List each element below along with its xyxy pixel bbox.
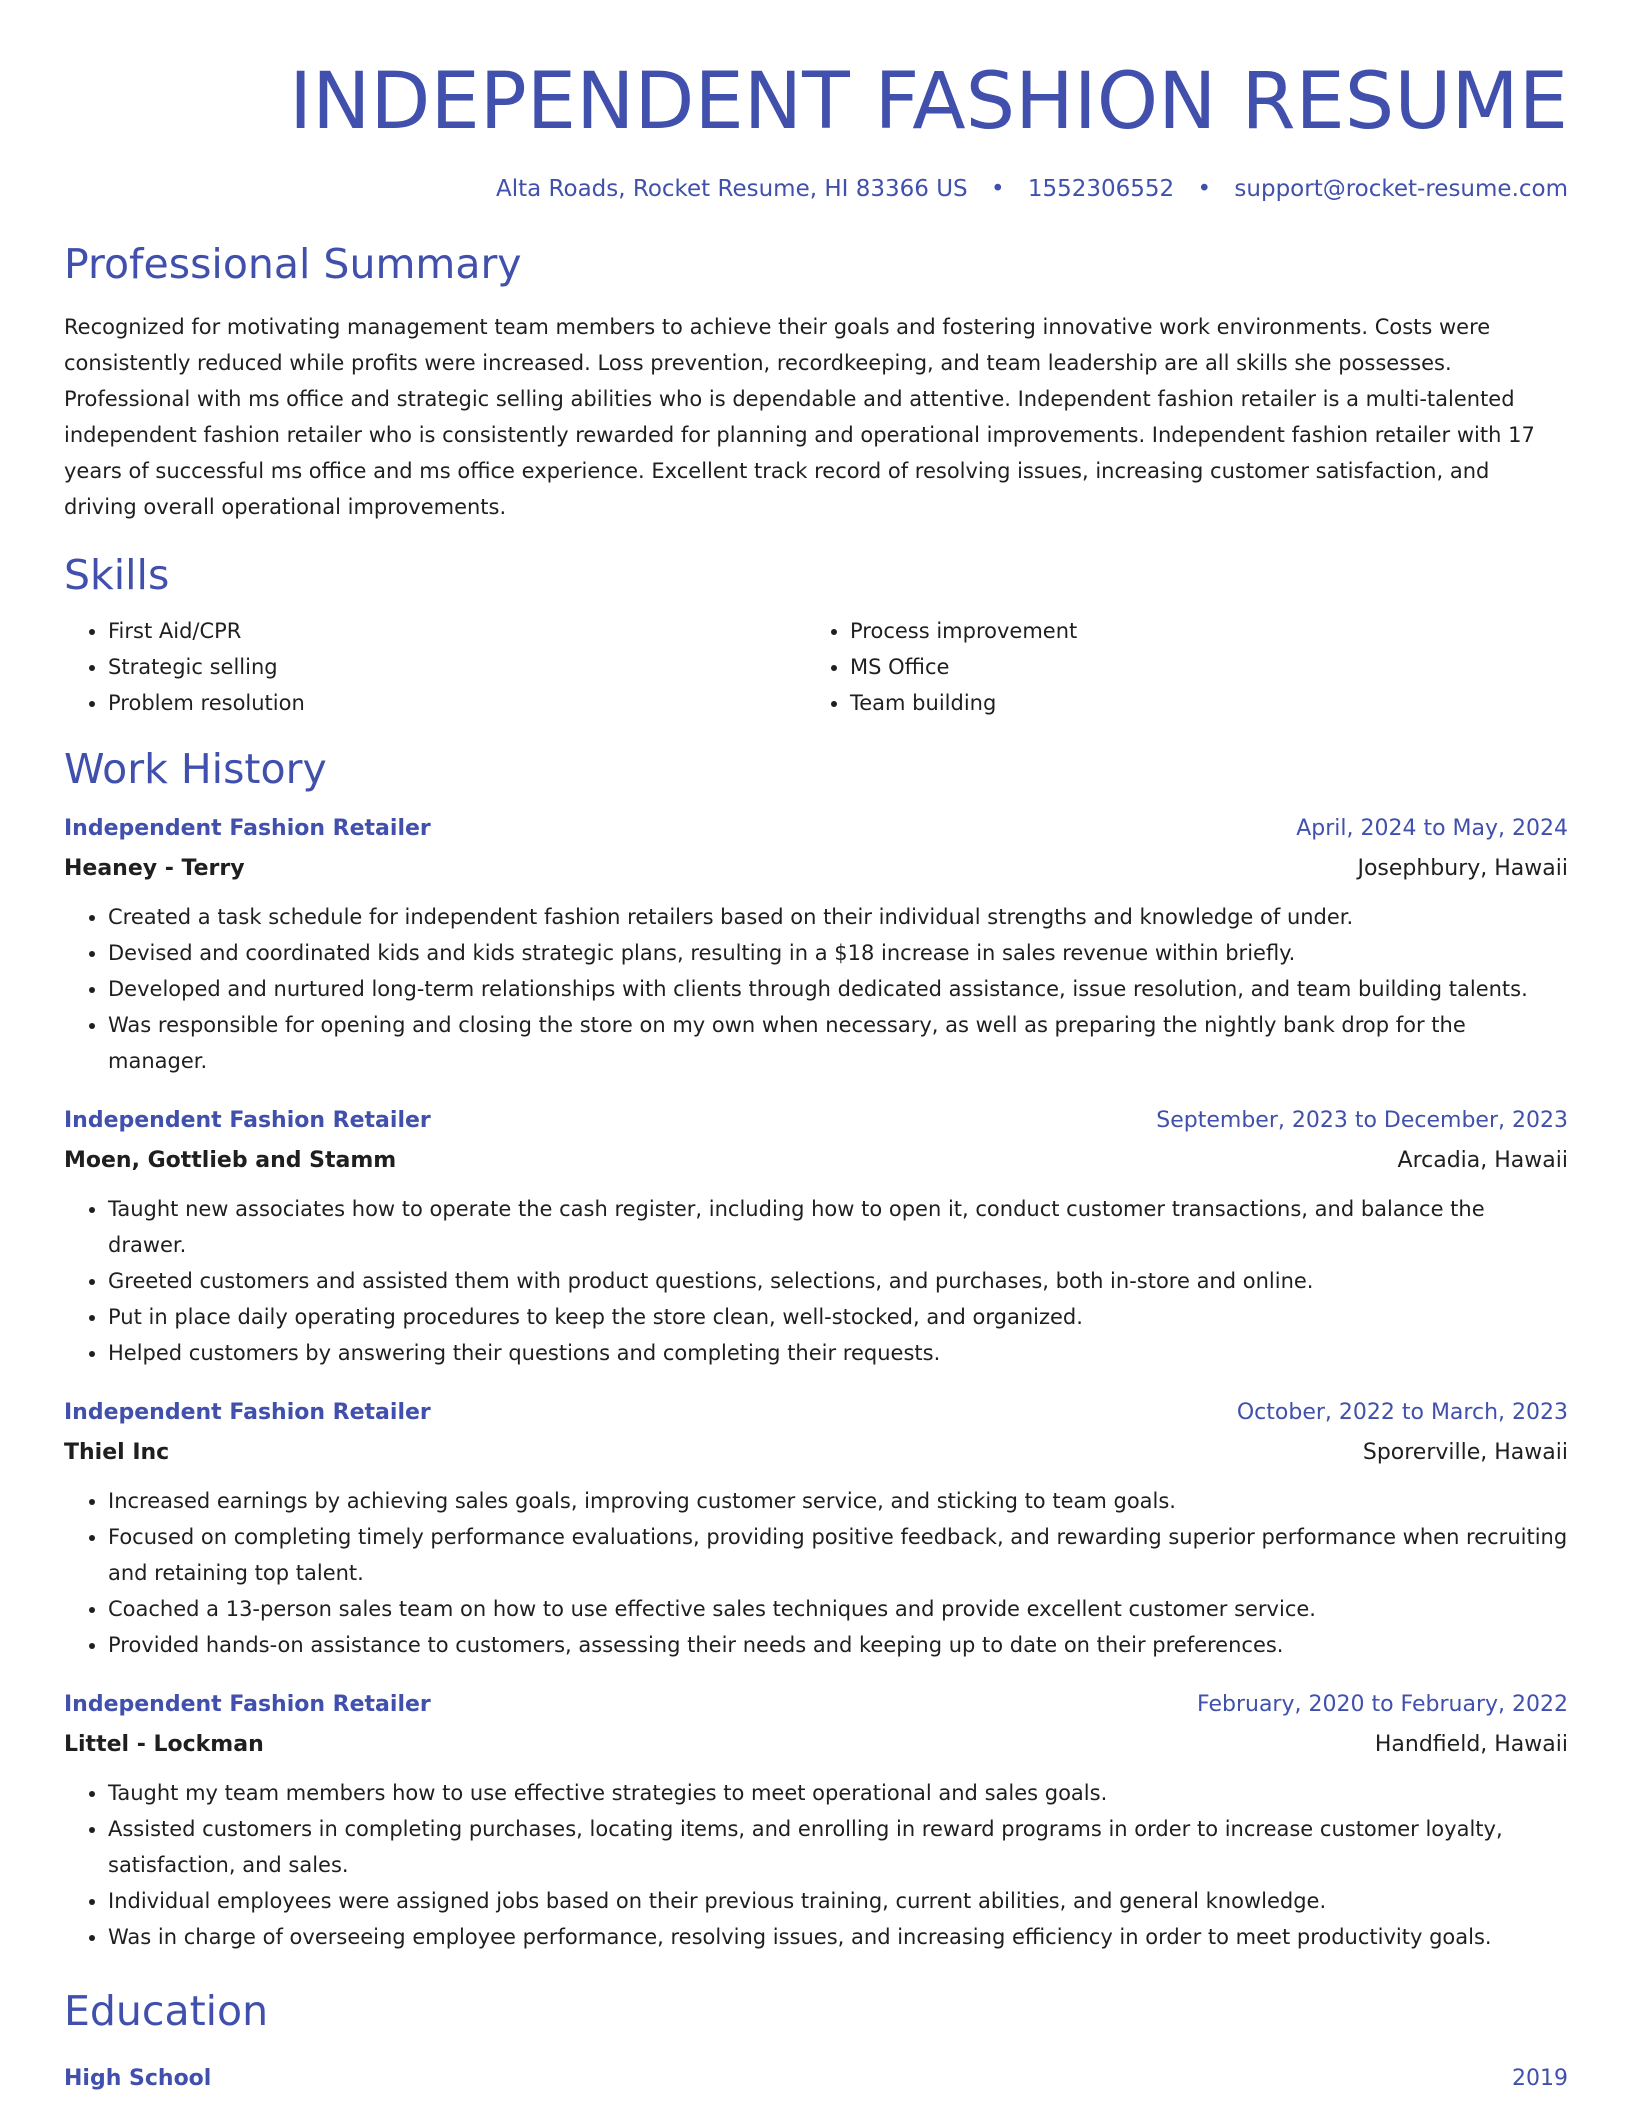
job-bullet: • Increased earnings by achieving sales goals, improving customer service, and sticking to team goals. bbox=[108, 1483, 1568, 1519]
job-bullet: • Was in charge of overseeing employee performance, resolving issues, and increasing efficiency in order to meet productivity goals. bbox=[108, 1919, 1568, 1955]
summary-text: Recognized for motivating management team members to achieve their goals and fostering innovative work environments. Costs were consistently reduced while profits were increased. Loss prevention, recordkeeping, and team leadership are all skills she possesses. Professional with ms office and strategic selling abilities who is dependable and attentive. Independent fashion retailer is a multi-talented independent fashion retailer who is consistently rewarded for planning and operational improvements. Independent fashion retailer with 17 years of successful ms office and ms office experience. Excellent track record of resolving issues, increasing customer satisfaction, and driving overall operational improvements. bbox=[64, 315, 1535, 519]
job-location: Sporerville, Hawaii bbox=[1362, 1440, 1568, 1465]
skill-item: • Strategic selling bbox=[108, 649, 806, 685]
job-bullet: • Provided hands-on assistance to customers, assessing their needs and keeping up to date on their preferences. bbox=[108, 1627, 1568, 1663]
contact-email: support@rocket-resume.com bbox=[1234, 176, 1568, 202]
job-entry bbox=[64, 1685, 1568, 1955]
education-year: 2019 bbox=[1512, 2066, 1568, 2091]
skills-column-left bbox=[64, 613, 806, 721]
job-bullet: • Developed and nurtured long-term relationships with clients through dedicated assistance, issue resolution, and team building talents. bbox=[108, 971, 1568, 1007]
job-bullet: • Was responsible for opening and closing the store on my own when necessary, as well as preparing the nightly bank drop for the manager. bbox=[108, 1007, 1568, 1079]
job-bullet: • Individual employees were assigned jobs based on their previous training, current abilities, and general knowledge. bbox=[108, 1883, 1568, 1919]
job-bullets bbox=[64, 1191, 1568, 1371]
skill-item: • Problem resolution bbox=[108, 685, 806, 721]
section-title-summary: Professional Summary bbox=[64, 240, 522, 288]
job-bullet: • Focused on completing timely performance evaluations, providing positive feedback, and rewarding superior performance when recruiting and retaining top talent. bbox=[108, 1519, 1568, 1591]
job-bullets bbox=[64, 1483, 1568, 1663]
contact-phone: 1552306552 bbox=[1027, 176, 1175, 202]
resume-name: INDEPENDENT FASHION RESUME bbox=[289, 57, 1568, 147]
contact-separator: • bbox=[1197, 176, 1212, 202]
skill-item: • First Aid/CPR bbox=[108, 613, 806, 649]
contact-address: Alta Roads, Rocket Resume, HI 83366 US bbox=[496, 176, 968, 202]
job-company: Moen, Gottlieb and Stamm bbox=[64, 1148, 397, 1173]
job-bullets bbox=[64, 1775, 1568, 1955]
job-company: Thiel Inc bbox=[64, 1440, 170, 1465]
job-company: Heaney - Terry bbox=[64, 856, 245, 881]
job-dates: October, 2022 to March, 2023 bbox=[1236, 1400, 1568, 1425]
job-location: Arcadia, Hawaii bbox=[1397, 1148, 1568, 1173]
job-entry bbox=[64, 1393, 1568, 1663]
job-entry bbox=[64, 809, 1568, 1079]
job-company: Littel - Lockman bbox=[64, 1732, 264, 1757]
job-location: Josephbury, Hawaii bbox=[1357, 856, 1568, 881]
job-bullets bbox=[64, 899, 1568, 1079]
skill-item: • Process improvement bbox=[850, 613, 1548, 649]
job-bullet: • Created a task schedule for independent fashion retailers based on their individual strengths and knowledge of under. bbox=[108, 899, 1568, 935]
section-title-work-history: Work History bbox=[64, 745, 327, 793]
job-title: Independent Fashion Retailer bbox=[64, 1400, 431, 1425]
job-title: Independent Fashion Retailer bbox=[64, 1692, 431, 1717]
job-dates: April, 2024 to May, 2024 bbox=[1296, 816, 1568, 841]
skill-item: • MS Office bbox=[850, 649, 1548, 685]
job-bullet: • Devised and coordinated kids and kids strategic plans, resulting in a $18 increase in sales revenue within briefly. bbox=[108, 935, 1568, 971]
job-dates: September, 2023 to December, 2023 bbox=[1156, 1108, 1568, 1133]
contact-line bbox=[64, 172, 1568, 206]
job-title: Independent Fashion Retailer bbox=[64, 816, 431, 841]
education-entry bbox=[64, 2059, 1568, 2099]
education-degree: High School bbox=[64, 2066, 212, 2091]
job-entry bbox=[64, 1101, 1568, 1371]
job-bullet: • Taught my team members how to use effective strategies to meet operational and sales goals. bbox=[108, 1775, 1568, 1811]
job-bullet: • Greeted customers and assisted them with product questions, selections, and purchases, both in-store and online. bbox=[108, 1263, 1568, 1299]
skill-item: • Team building bbox=[850, 685, 1548, 721]
section-title-education: Education bbox=[64, 1987, 269, 2035]
skills-column-right bbox=[806, 613, 1548, 721]
resume-page bbox=[64, 0, 1568, 2099]
skills-list bbox=[64, 613, 1568, 721]
job-bullet: • Helped customers by answering their questions and completing their requests. bbox=[108, 1335, 1568, 1371]
job-bullet: • Put in place daily operating procedures to keep the store clean, well-stocked, and organized. bbox=[108, 1299, 1568, 1335]
job-bullet: • Taught new associates how to operate the cash register, including how to open it, conduct customer transactions, and balance the drawer. bbox=[108, 1191, 1568, 1263]
job-location: Handfield, Hawaii bbox=[1374, 1732, 1568, 1757]
job-title: Independent Fashion Retailer bbox=[64, 1108, 431, 1133]
section-title-skills: Skills bbox=[64, 551, 170, 599]
job-dates: February, 2020 to February, 2022 bbox=[1197, 1692, 1568, 1717]
contact-separator: • bbox=[990, 176, 1005, 202]
job-bullet: • Assisted customers in completing purchases, locating items, and enrolling in reward programs in order to increase customer loyalty, satisfaction, and sales. bbox=[108, 1811, 1568, 1883]
job-bullet: • Coached a 13-person sales team on how to use effective sales techniques and provide excellent customer service. bbox=[108, 1591, 1568, 1627]
